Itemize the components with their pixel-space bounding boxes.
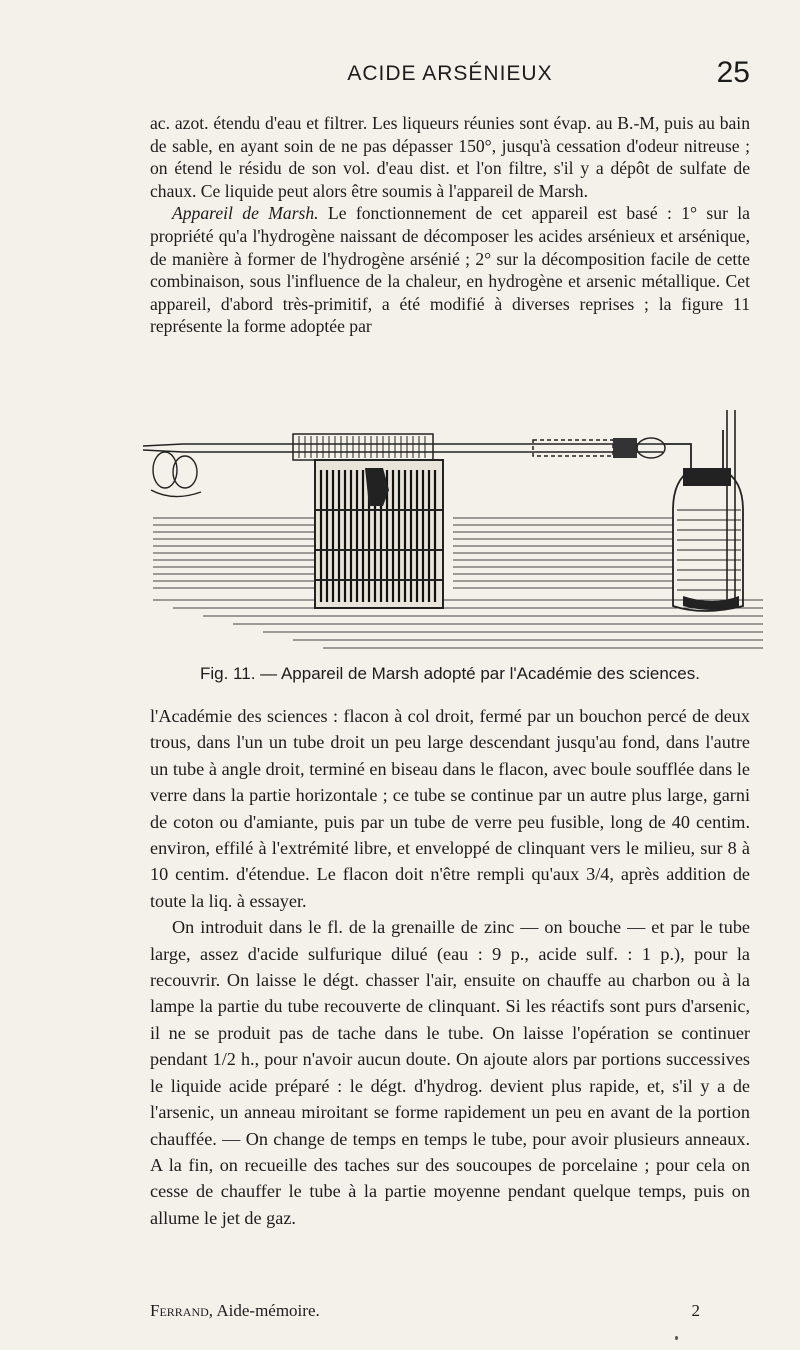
running-header (150, 56, 750, 98)
paragraph: l'Académie des sciences : flacon à col droit, fermé par un bouchon percé de deux trous, dans l'un un tube droit un peu large descendant jusqu'au fond, dans l'autre un tube à angle droit, terminé en biseau dans le flacon, avec boule soufflée dans le verre dans la partie horizontale ; ce tube se continue par un autre plus large, garni de coton ou d'amiante, puis par un tube de verre peu fusible, long de 40 centim. environ, effilé à l'extrémité libre, et enveloppé de clinquant vers le milieu, sur 8 à 10 centim. d'étendue. Le flacon doit n'être rempli qu'aux 3/4, après addition de toute la liq. à essayer. (150, 706, 750, 911)
marsh-apparatus-figure (143, 410, 768, 650)
page-footer (150, 1301, 700, 1321)
section-heading: Appareil de Marsh. (172, 203, 319, 224)
body-text-bottom (150, 703, 750, 1231)
speck (675, 1336, 678, 1340)
horizontal-tube (183, 444, 663, 452)
hatching (153, 518, 763, 648)
charcoal-furnace (315, 460, 443, 608)
paragraph: ac. azot. étendu d'eau et filtrer. Les liqueurs réunies sont évap. au B.-M, puis au bain de sable, en ayant soin de ne pas dépasser 150°, jusqu'à cessation d'odeur nitreuse ; on étend le résidu de son vol. d'eau dist. et l'on filtre, s'il y a dépôt de sulfate de chaux. Ce liquide peut alors être soumis à l'appareil de Marsh. (150, 113, 750, 201)
paragraph: On introduit dans le fl. de la grenaille de zinc — on bouche — et par le tube large, assez d'acide sulfurique dilué (eau : 9 p., acide sulf. : 1 p.), pour la recouvrir. On laisse le dégt. chasser l'air, ensuite on chauffe au charbon ou à la lampe la partie du tube recouverte de clinquant. Si les réactifs sont purs d'arsenic, il ne se produit pas de tache dans le tube. On laisse l'opération se continuer pendant 1/2 h., pour n'avoir aucun doute. On ajoute alors par portions successives le liquide acide préparé : le dégt. d'hydrog. devient plus rapide, et, s'il y a de l'arsenic, un anneau miroitant se forme rapidement un peu en avant de la portion chauffée. — On change de temps en temps le tube, pour avoir plusieurs anneaux. A la fin, on recueille des taches sur des soucoupes de porcelaine ; pour cela on cesse de chauffer le tube à la partie moyenne pendant quelque temps, puis on allume le jet de gaz. (150, 917, 750, 1228)
footer-book-title: Aide-mémoire. (213, 1301, 320, 1320)
cotton-tube (533, 438, 665, 458)
clinquant-wrap (293, 434, 433, 460)
footer-author: Ferrand, (150, 1301, 214, 1320)
signature-mark: 2 (691, 1301, 700, 1320)
figure-caption: Fig. 11. — Appareil de Marsh adopté par l'Académie des sciences. (200, 664, 700, 683)
paragraph-marsh (150, 202, 750, 338)
body-text-top (150, 112, 750, 338)
flask (663, 410, 743, 611)
paragraph-text: Le fonctionnement de cet appareil est basé : 1° sur la propriété qu'a l'hydrogène naissant de décomposer les acides arsénieux et arsénique, de manière à former de l'hydrogène arsénié ; 2° sur la décomposition facile de cette combinaison, sous l'influence de la chaleur, en hydrogène et arsenic métallique. Cet appareil, d'abord très-primitif, a été modifié à diverses reprises ; la figure 11 représente la forme adoptée par (150, 203, 750, 337)
running-title: ACIDE ARSÉNIEUX (347, 62, 553, 85)
page-number: 25 (716, 56, 750, 89)
